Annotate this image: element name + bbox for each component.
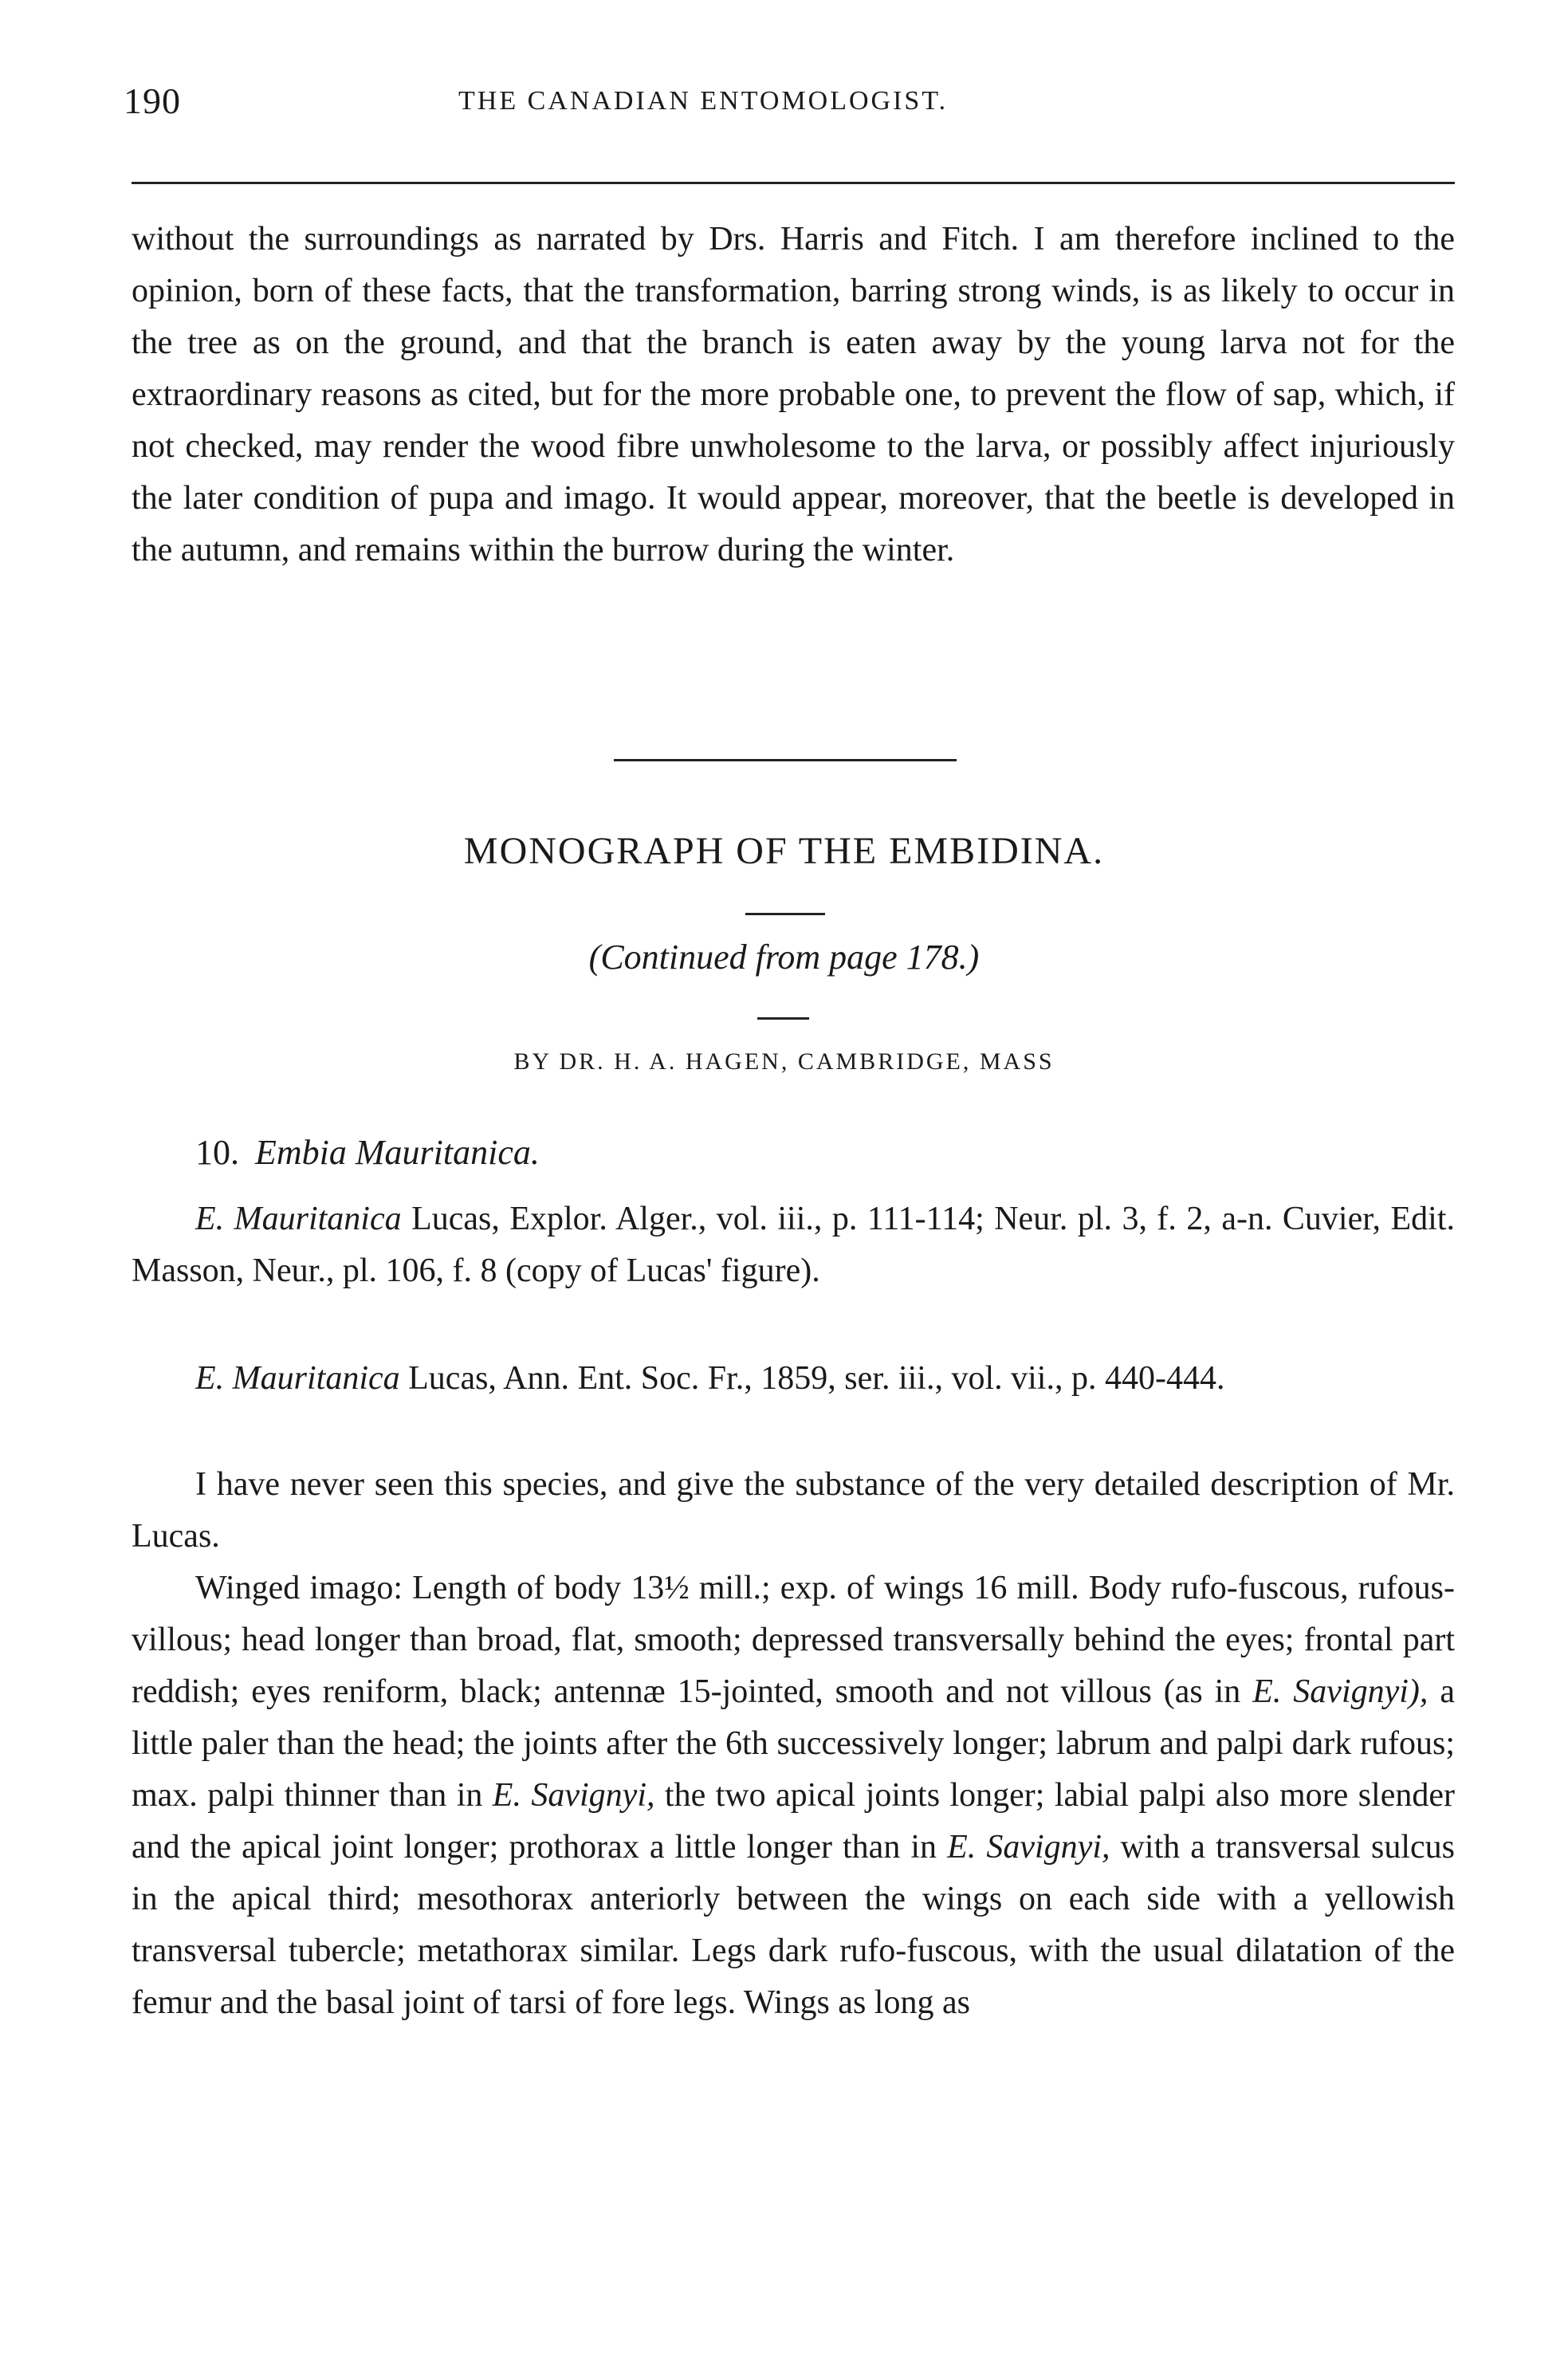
description-part-3: the two apical joints longer; labial palpi also more slender and the apical joint longer; prothorax a little longer than in bbox=[132, 1777, 1455, 1866]
description-species-ref-3: E. Savignyi, bbox=[947, 1829, 1110, 1866]
reference-2-species: E. Mauritanica bbox=[195, 1360, 400, 1397]
continued-note: (Continued from page 178.) bbox=[588, 938, 980, 977]
running-head bbox=[124, 80, 1448, 128]
page-number: 190 bbox=[124, 81, 181, 121]
author-note: I have never seen this species, and give the substance of the very detailed description of Mr. Lucas. bbox=[132, 1466, 1455, 1555]
description-part-1: Winged imago: Length of body 13½ mill.; exp. of wings 16 mill. Body rufo-fuscous, rufous-villous; head longer than broad, flat, smooth; depressed transversally behind the eyes; frontal part reddish; eyes reniform, black; antennæ 15-jointed, smooth and not villous (as in bbox=[132, 1570, 1455, 1710]
reference-1 bbox=[132, 1193, 1455, 1297]
reference-1-species: E. Mauritanica bbox=[195, 1201, 402, 1237]
description-species-ref-2: E. Savignyi, bbox=[492, 1777, 655, 1814]
description-part-2: a little paler than the head; the joints after the 6th successively longer; labrum and palpi dark rufous; max. palpi thinner than in bbox=[132, 1673, 1455, 1814]
species-name: Embia Mauritanica. bbox=[255, 1133, 540, 1172]
continued-rule bbox=[757, 1017, 809, 1020]
reference-2 bbox=[132, 1353, 1455, 1405]
description-paragraph bbox=[132, 1563, 1455, 2029]
title-rule bbox=[745, 913, 825, 915]
description-part-4: with a transversal sulcus in the apical third; mesothorax anteriorly between the wings on each side with a yellowish transversal tubercle; metathorax similar. Legs dark rufo-fuscous, with the usual dilatation of the femur and the basal joint of tarsi of fore legs. Wings as long as bbox=[132, 1829, 1456, 2021]
species-number: 10. bbox=[195, 1133, 239, 1172]
description-species-ref-1: E. Savignyi), bbox=[1252, 1673, 1428, 1710]
section-title: MONOGRAPH OF THE EMBIDINA. bbox=[463, 830, 1105, 872]
section-divider bbox=[614, 759, 957, 761]
byline: BY DR. H. A. HAGEN, CAMBRIDGE, MASS bbox=[513, 1048, 1055, 1075]
reference-2-text: Lucas, Ann. Ent. Soc. Fr., 1859, ser. iii., vol. vii., p. 440-444. bbox=[408, 1360, 1225, 1397]
header-rule bbox=[132, 182, 1455, 184]
intro-paragraph: without the surroundings as narrated by Drs. Harris and Fitch. I am therefore inclined to the opinion, born of these facts, that the transformation, barring strong winds, is as likely to occur in the tree as on the ground, and that the branch is eaten away by the young larva not for the extraordinary reasons as cited, but for the more probable one, to prevent the flow of sap, which, if not checked, may render the wood fibre unwholesome to the larva, or possibly affect injuriously the later condition of pupa and imago. It would appear, moreover, that the beetle is developed in the autumn, and remains within the burrow during the winter. bbox=[132, 221, 1455, 568]
species-heading bbox=[195, 1132, 540, 1173]
journal-title: THE CANADIAN ENTOMOLOGIST. bbox=[458, 86, 949, 116]
reference-1-text: Lucas, Explor. Alger., vol. iii., p. 111-114; Neur. pl. 3, f. 2, a-n. Cuvier, Edit. Masson, Neur., pl. 106, f. 8 (copy of Lucas' figure). bbox=[132, 1201, 1456, 1289]
